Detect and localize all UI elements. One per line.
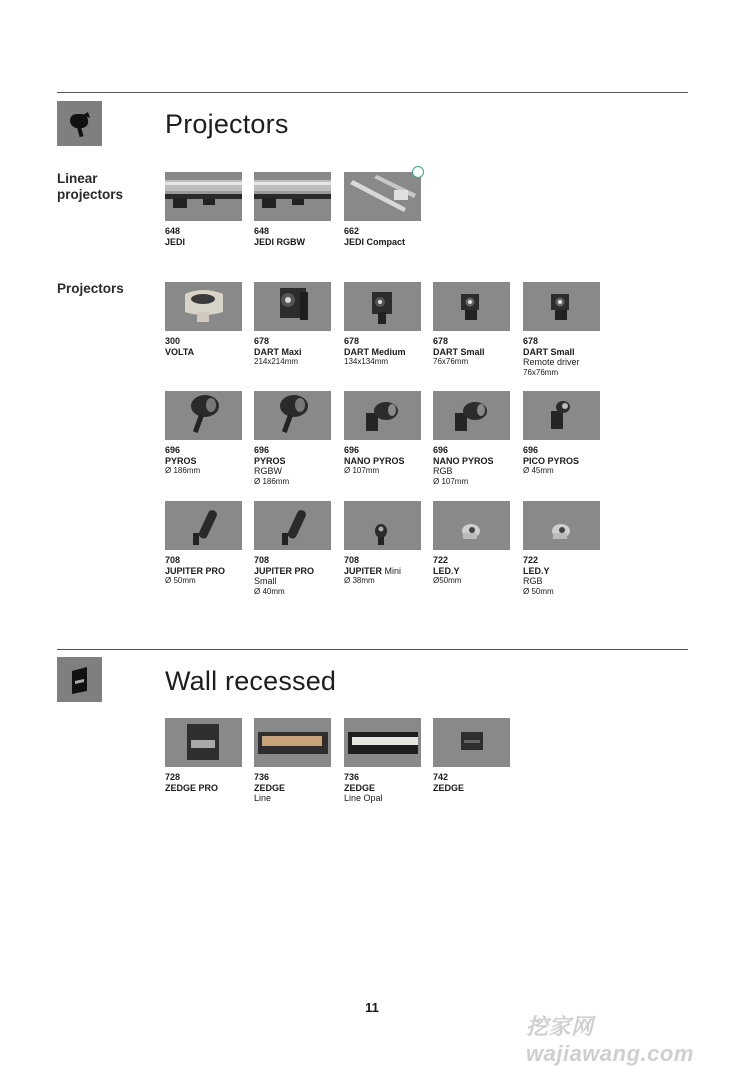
product-name: PICO PYROS [523,455,580,466]
product-image[interactable] [344,391,421,440]
product-caption [433,772,510,793]
product-size: Ø 186mm [165,466,201,476]
product-caption [433,445,510,487]
product-name: LED.Y [433,565,460,576]
product-caption [165,555,242,587]
product-card[interactable] [523,391,600,477]
product-size: Ø 45mm [523,466,554,476]
product-name: NANO PYROS [433,455,494,466]
section-divider-projectors [57,92,688,93]
product-card[interactable] [254,501,331,597]
product-card[interactable] [165,172,242,247]
product-image[interactable] [433,501,510,550]
product-card[interactable] [523,501,600,597]
product-name: JEDI [165,236,186,247]
product-card[interactable] [433,282,510,368]
product-caption [344,555,421,587]
product-number: 736 [344,772,360,782]
row-label-projectors: Projectors [57,281,124,296]
product-size: 76x76mm [433,357,469,367]
product-card[interactable] [344,391,421,477]
product-name: ZEDGE PRO [165,782,219,793]
product-number: 696 [254,445,270,455]
product-image[interactable] [254,501,331,550]
product-image[interactable] [523,282,600,331]
product-card[interactable] [165,718,242,793]
product-number: 728 [165,772,181,782]
product-caption [523,445,600,477]
product-card[interactable] [254,172,331,247]
product-name: JUPITER Mini [344,565,402,576]
product-card[interactable] [433,718,510,793]
product-caption [254,772,331,804]
product-name: PYROS [254,455,286,466]
product-name: DART Small [433,346,485,357]
product-size: Ø 50mm [523,586,554,596]
page-number: 11 [365,1000,379,1015]
product-name: ZEDGE [433,782,465,793]
row-label-linear-projectors: Linear projectors [57,171,124,202]
product-name-suffix: Mini [382,565,402,576]
product-number: 678 [254,336,270,346]
product-size: 134x134mm [344,357,389,367]
product-image[interactable] [344,172,421,221]
product-card[interactable] [433,391,510,487]
product-image[interactable] [165,282,242,331]
product-card[interactable] [165,501,242,587]
section-divider-wall-recessed [57,649,688,650]
product-number: 662 [344,226,360,236]
product-caption [165,336,242,357]
product-caption [344,772,421,804]
product-card[interactable] [165,391,242,477]
product-name: JUPITER PRO [254,565,315,576]
product-image[interactable] [433,718,510,767]
product-name: DART Small [523,346,575,357]
product-caption [254,555,331,597]
product-size: 214x214mm [254,357,299,367]
product-image[interactable] [344,501,421,550]
product-size: Ø50mm [433,576,462,586]
product-number: 696 [344,445,360,455]
product-size: Ø 50mm [165,576,196,586]
product-caption [165,226,242,247]
product-card[interactable] [344,172,421,247]
product-caption [433,336,510,368]
product-number: 708 [254,555,270,565]
product-size: Ø 38mm [344,576,375,586]
product-image[interactable] [523,391,600,440]
product-variant: Small [254,576,277,587]
product-name: JEDI Compact [344,236,406,247]
section-title-wall-recessed: Wall recessed [165,666,337,696]
product-number: 696 [433,445,449,455]
product-variant: Line [254,793,272,804]
product-variant: Remote driver [523,357,580,368]
product-size: Ø 40mm [254,586,285,596]
watermark: 挖家网 wajiawang.com [526,1014,694,1066]
product-image[interactable] [254,391,331,440]
product-image[interactable] [344,718,421,767]
product-size: Ø 107mm [433,476,469,486]
product-name: PYROS [165,455,197,466]
product-number: 648 [165,226,181,236]
product-caption [433,555,510,587]
product-caption [344,445,421,477]
product-number: 678 [523,336,539,346]
product-card[interactable] [344,718,421,804]
product-image[interactable] [254,718,331,767]
product-card[interactable] [254,718,331,804]
section-title-projectors: Projectors [165,109,289,139]
product-number: 736 [254,772,270,782]
product-size: Ø 107mm [344,466,380,476]
product-name: JEDI RGBW [254,236,306,247]
product-image[interactable] [165,172,242,221]
product-name: JUPITER PRO [165,565,226,576]
product-caption [254,445,331,487]
product-card[interactable] [344,501,421,587]
product-image[interactable] [523,501,600,550]
selection-indicator[interactable] [412,166,424,178]
product-size: Ø 186mm [254,476,290,486]
product-name: ZEDGE [254,782,286,793]
product-number: 742 [433,772,449,782]
product-image[interactable] [344,282,421,331]
product-card[interactable] [523,282,600,378]
product-name: ZEDGE [344,782,376,793]
product-card[interactable] [344,282,421,368]
product-image[interactable] [254,172,331,221]
wall-light-icon [57,657,102,702]
product-card[interactable] [165,282,242,357]
product-variant: Line Opal [344,793,383,804]
product-image[interactable] [433,282,510,331]
product-caption [523,555,600,597]
spotlight-icon [57,101,102,146]
product-number: 648 [254,226,270,236]
product-name: LED.Y [523,565,550,576]
product-caption [254,336,331,368]
product-number: 696 [165,445,181,455]
product-caption [165,445,242,477]
product-variant: RGBW [254,466,282,477]
product-number: 678 [344,336,360,346]
product-caption [523,336,600,378]
product-name: NANO PYROS [344,455,405,466]
product-number: 696 [523,445,539,455]
product-caption [165,772,242,793]
product-caption [254,226,331,247]
product-name: DART Maxi [254,346,302,357]
product-size: 76x76mm [523,367,559,377]
product-image[interactable] [433,391,510,440]
product-card[interactable] [433,501,510,587]
product-name: DART Medium [344,346,406,357]
product-image[interactable] [165,718,242,767]
product-caption [344,336,421,368]
product-number: 300 [165,336,181,346]
product-image[interactable] [254,282,331,331]
product-caption [344,226,421,247]
product-number: 708 [165,555,181,565]
product-number: 708 [344,555,360,565]
product-name: VOLTA [165,346,195,357]
product-variant: RGB [433,466,453,477]
product-card[interactable] [254,282,331,368]
product-number: 678 [433,336,449,346]
product-number: 722 [523,555,539,565]
product-variant: RGB [523,576,543,587]
product-number: 722 [433,555,449,565]
product-card[interactable] [254,391,331,487]
product-image[interactable] [165,501,242,550]
product-image[interactable] [165,391,242,440]
